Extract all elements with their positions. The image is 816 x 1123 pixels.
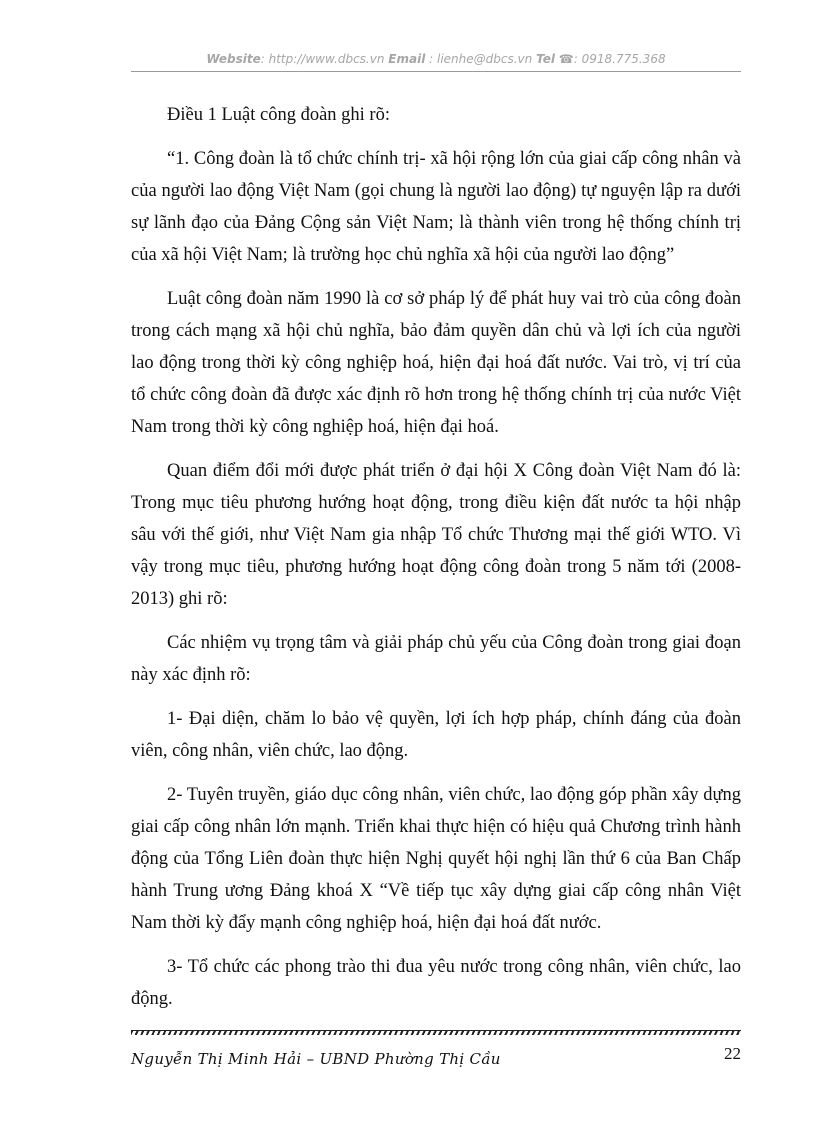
paragraph-1: Điều 1 Luật công đoàn ghi rõ: xyxy=(167,105,390,125)
paragraph-4: Quan điểm đổi mới được phát triển ở đại hội X Công đoàn Việt Nam đó là: Trong mục tiêu phương hướng hoạt động, trong điều kiện đất nước ta hội nhập sâu với thế giới, như Việt Nam gia nhập Tổ chức Thương mại thế giới WTO. Vì vậy trong mục tiêu, phương hướng hoạt động công đoàn trong 5 năm tới (2008-2013) ghi rõ: xyxy=(131,461,741,609)
email-value[interactable]: : lienhe@dbcs.vn xyxy=(429,52,533,66)
website-value[interactable]: : http://www.dbcs.vn xyxy=(260,52,385,66)
page-header xyxy=(131,50,741,68)
phone-icon: ☎ xyxy=(558,52,574,66)
website-label: Website xyxy=(206,52,261,66)
header-divider xyxy=(131,71,741,72)
tel-value: : 0918.775.368 xyxy=(573,52,666,66)
paragraph-7: 2- Tuyên truyền, giáo dục công nhân, viên chức, lao động góp phần xây dựng giai cấp công nhân lớn mạnh. Triển khai thực hiện có hiệu quả Chương trình hành động của Tổng Liên đoàn thực hiện Nghị quyết hội nghị lần thứ 6 của Ban Chấp hành Trung ương Đảng khoá X “Về tiếp tục xây dựng giai cấp công nhân Việt Nam thời kỳ đẩy mạnh công nghiệp hoá, hiện đại hoá đất nước. xyxy=(131,785,741,933)
email-label: Email xyxy=(388,52,426,66)
paragraph-5: Các nhiệm vụ trọng tâm và giải pháp chủ yếu của Công đoàn trong giai đoạn này xác định rõ: xyxy=(131,633,741,685)
tel-label: Tel xyxy=(536,52,555,66)
footer-author: Nguyễn Thị Minh Hải – UBND Phường Thị Cầu xyxy=(131,1050,501,1068)
footer-divider xyxy=(131,1030,741,1035)
document-body xyxy=(131,99,741,1027)
page-number: 22 xyxy=(724,1044,741,1063)
paragraph-2: “1. Công đoàn là tổ chức chính trị- xã hội rộng lớn của giai cấp công nhân và của người lao động Việt Nam (gọi chung là người lao động) tự nguyện lập ra dưới sự lãnh đạo của Đảng Cộng sản Việt Nam; là thành viên trong hệ thống chính trị của xã hội Việt Nam; là trường học chủ nghĩa xã hội của người lao động” xyxy=(131,149,741,265)
paragraph-8: 3- Tổ chức các phong trào thi đua yêu nước trong công nhân, viên chức, lao động. xyxy=(131,957,741,1009)
paragraph-6: 1- Đại diện, chăm lo bảo vệ quyền, lợi ích hợp pháp, chính đáng của đoàn viên, công nhân, viên chức, lao động. xyxy=(131,709,741,761)
paragraph-3: Luật công đoàn năm 1990 là cơ sở pháp lý để phát huy vai trò của công đoàn trong cách mạng xã hội chủ nghĩa, bảo đảm quyền dân chủ và lợi ích của người lao động trong thời kỳ công nghiệp hoá, hiện đại hoá đất nước. Vai trò, vị trí của tổ chức công đoàn đã được xác định rõ hơn trong hệ thống chính trị của nước Việt Nam trong thời kỳ công nghiệp hoá, hiện đại hoá. xyxy=(131,289,741,437)
